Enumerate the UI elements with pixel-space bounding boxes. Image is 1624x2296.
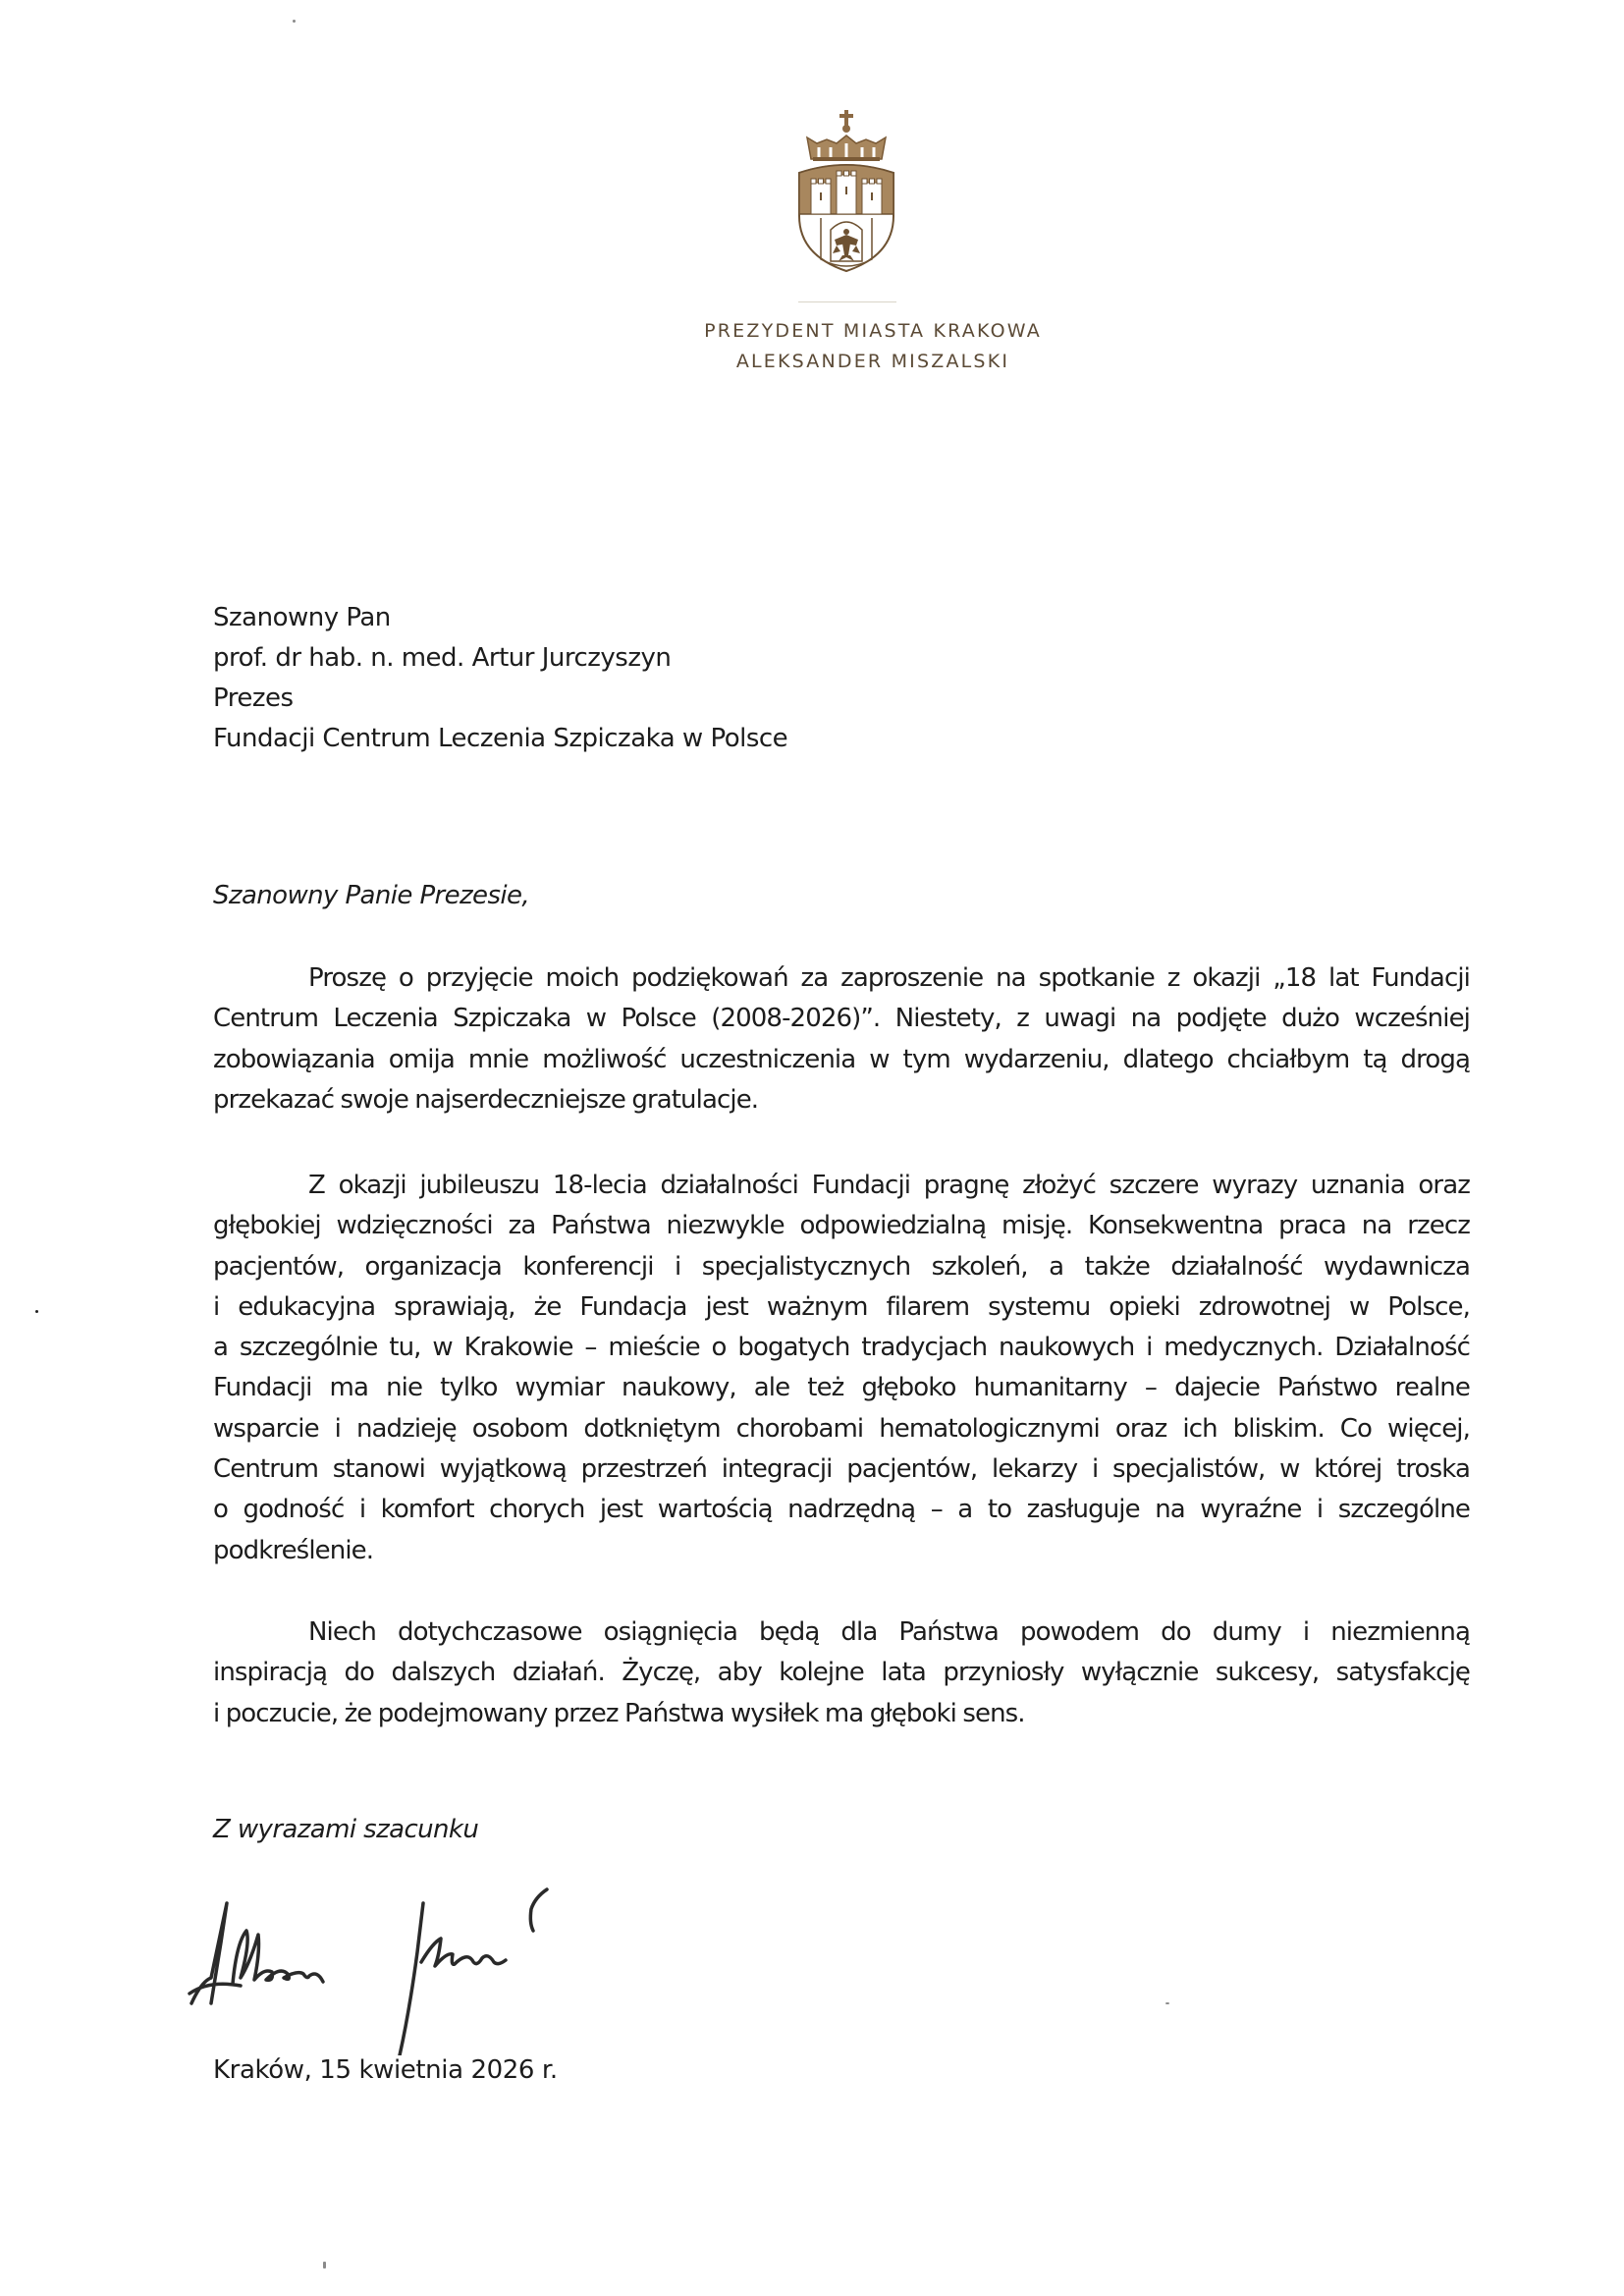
- salutation: Szanowny Panie Prezesie,: [213, 881, 530, 910]
- scan-speck: [323, 2262, 326, 2269]
- paragraph-3: [213, 1613, 1470, 1734]
- paragraph-line: Niech dotychczasowe osiągnięcia będą dla Państwa powodem do dumy i niezmienną: [308, 1617, 1470, 1647]
- letterhead-divider: [798, 301, 896, 302]
- paragraph-line: Centrum Leczenia Szpiczaka w Polsce (2008-2026)”. Niestety, z uwagi na podjęte dużo wcześniej: [213, 1004, 1470, 1034]
- recipient-line: prof. dr hab. n. med. Artur Jurczyszyn: [213, 643, 672, 673]
- scan-speck: [293, 20, 296, 23]
- recipient-block: [213, 598, 787, 759]
- recipient-line: Fundacji Centrum Leczenia Szpiczaka w Polsce: [213, 724, 788, 753]
- paragraph-line: Centrum stanowi wyjątkową przestrzeń integracji pacjentów, lekarzy i specjalistów, w której troska: [213, 1454, 1470, 1485]
- letterhead-title: PREZYDENT MIASTA KRAKOWA: [704, 320, 1042, 342]
- paragraph-line: głębokiej wdzięczności za Państwa niezwykle odpowiedzialną misję. Konsekwentna praca na rzecz: [213, 1211, 1470, 1241]
- paragraph-line: i poczucie, że podejmowany przez Państwa wysiłek ma głęboki sens.: [213, 1698, 1025, 1728]
- handwritten-signature: [182, 1884, 594, 2055]
- paragraph-line: o godność i komfort chorych jest wartością nadrzędną – a to zasługuje na wyraźne i szczególne: [213, 1495, 1470, 1525]
- paragraph-line: inspiracją do dalszych działań. Życzę, aby kolejne lata przyniosły wyłącznie sukcesy, satysfakcję: [213, 1658, 1470, 1688]
- paragraph-2: [213, 1166, 1470, 1571]
- krakow-coat-of-arms-icon: [793, 108, 899, 273]
- paragraph-line: zobowiązania omija mnie możliwość uczestniczenia w tym wydarzeniu, dlatego chciałbym tą drogą: [213, 1044, 1470, 1074]
- place-and-date: Kraków, 15 kwietnia 2026 r.: [213, 2055, 558, 2085]
- closing-phrase: Z wyrazami szacunku: [213, 1815, 479, 1844]
- paragraph-line: pacjentów, organizacja konferencji i specjalistycznych szkoleń, a także działalność wydawnicza: [213, 1251, 1470, 1282]
- paragraph-line: podkreślenie.: [213, 1535, 374, 1565]
- scan-speck: [1165, 2002, 1169, 2004]
- paragraph-line: a szczególnie tu, w Krakowie – mieście o bogatych tradycjach naukowych i medycznych. Działalność: [213, 1333, 1470, 1363]
- recipient-line: Szanowny Pan: [213, 603, 391, 632]
- scan-speck: [35, 1310, 38, 1313]
- paragraph-line: Z okazji jubileuszu 18-lecia działalności Fundacji pragnę złożyć szczere wyrazy uznania oraz: [308, 1171, 1470, 1200]
- paragraph-line: Fundacji ma nie tylko wymiar naukowy, ale też głęboko humanitarny – dajecie Państwo realne: [213, 1373, 1470, 1403]
- paragraph-line: wsparcie i nadzieję osobom dotkniętym chorobami hematologicznymi oraz ich bliskim. Co więcej,: [213, 1413, 1470, 1444]
- recipient-line: Prezes: [213, 683, 294, 713]
- paragraph-1: [213, 958, 1470, 1121]
- paragraph-line: i edukacyjna sprawiają, że Fundacja jest ważnym filarem systemu opieki zdrowotnej w Polsce,: [213, 1291, 1470, 1322]
- paragraph-line: Proszę o przyjęcie moich podziękowań za zaproszenie na spotkanie z okazji „18 lat Fundacji: [308, 963, 1470, 993]
- paragraph-line: przekazać swoje najserdeczniejsze gratulacje.: [213, 1084, 759, 1115]
- letterhead-name: ALEKSANDER MISZALSKI: [735, 351, 1010, 372]
